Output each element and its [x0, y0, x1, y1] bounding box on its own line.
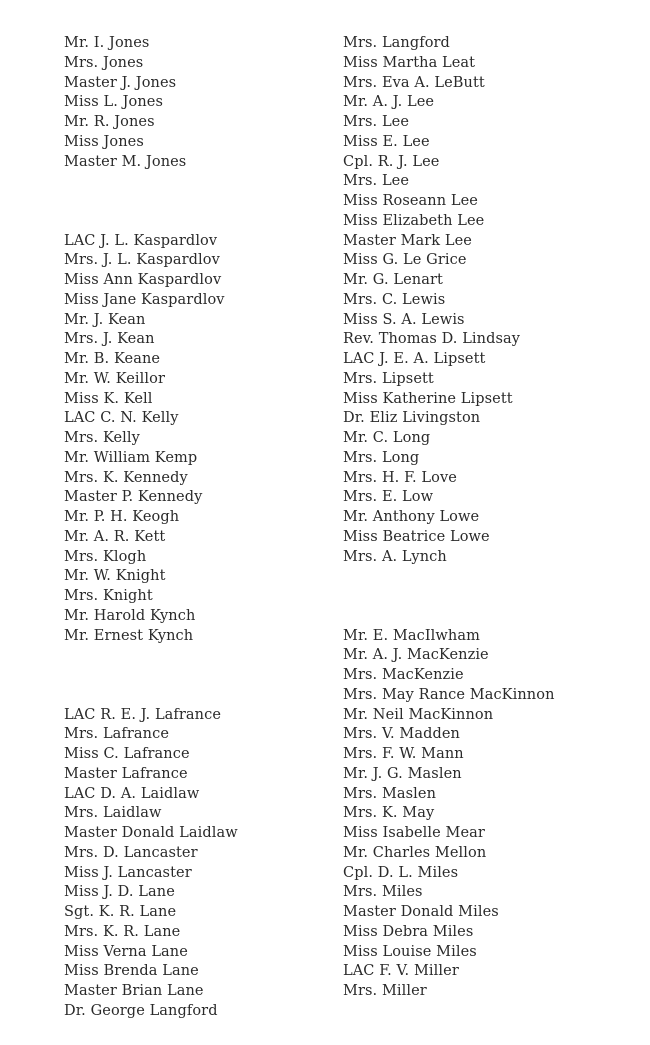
name-entry: Mrs. Kelly — [64, 430, 140, 446]
name-entry: Mrs. C. Lewis — [343, 291, 446, 308]
name-entry: Mr. G. Lenart — [343, 272, 443, 288]
name-entry: Miss Ann Kaspardlov — [64, 272, 222, 288]
name-entry: Mrs. K. Kennedy — [64, 469, 188, 486]
name-entry: Mrs. F. W. Mann — [343, 746, 464, 762]
name-entry: LAC J. L. Kaspardlov — [64, 232, 218, 249]
name-entry: Mrs. Lipsett — [343, 370, 434, 387]
name-entry: Mr. W. Keillor — [64, 370, 165, 387]
name-entry: Miss Beatrice Lowe — [343, 528, 490, 545]
name-entry: Miss K. Kell — [64, 390, 153, 407]
name-entry: LAC R. E. J. Lafrance — [64, 706, 222, 723]
name-entry: Mrs. MacKenzie — [343, 667, 464, 683]
group-spacer — [343, 607, 643, 627]
name-entry: Miss C. Lafrance — [64, 746, 190, 762]
name-entry: Miss Elizabeth Lee — [343, 212, 485, 229]
group-spacer — [64, 686, 334, 706]
name-entry: Mr. W. Knight — [64, 568, 166, 585]
name-entry: Miss E. Lee — [343, 133, 430, 150]
name-entry: Mr. A. J. MacKenzie — [343, 647, 489, 664]
name-entry: Mr. A. R. Kett — [64, 528, 166, 545]
name-entry: Rev. Thomas D. Lindsay — [343, 331, 521, 348]
name-entry: Miss S. A. Lewis — [343, 311, 465, 328]
name-entry: Mr. A. J. Lee — [343, 94, 435, 111]
name-entry: Miss Debra Miles — [343, 923, 474, 940]
name-entry: Miss J. D. Lane — [64, 884, 175, 901]
name-entry: Master Brian Lane — [64, 983, 204, 999]
name-entry: Miss G. Le Grice — [343, 252, 467, 269]
name-entry: Miss Louise Miles — [343, 943, 477, 960]
name-entry: Mrs. J. Kean — [64, 331, 155, 348]
group-spacer — [343, 567, 643, 587]
name-entry: Mr. I. Jones — [64, 35, 150, 51]
name-entry: LAC F. V. Miller — [343, 963, 459, 980]
name-entry: Miss Katherine Lipsett — [343, 390, 513, 407]
name-entry: Mr. R. Jones — [64, 114, 155, 130]
name-entry: Mrs. Maslen — [343, 785, 437, 802]
name-entry: Cpl. R. J. Lee — [343, 153, 440, 170]
name-entry: Miss Martha Leat — [343, 54, 476, 71]
name-entry: Mrs. Klogh — [64, 548, 147, 565]
name-entry: Master M. Jones — [64, 153, 187, 170]
name-entry: Mrs. Lafrance — [64, 726, 169, 743]
name-entry: Mrs. Lee — [343, 173, 410, 190]
name-entry: Mrs. Laidlaw — [64, 805, 162, 822]
group-spacer — [64, 666, 334, 686]
name-entry: Mrs. Miles — [343, 884, 423, 901]
name-entry: Master P. Kennedy — [64, 489, 203, 506]
name-entry: Master Lafrance — [64, 765, 188, 782]
name-entry: Mrs. Knight — [64, 588, 153, 604]
name-entry: Miss Brenda Lane — [64, 963, 199, 980]
name-entry: Dr. George Langford — [64, 1002, 218, 1019]
name-entry: Mr. P. H. Keogh — [64, 509, 180, 525]
name-entry: Mr. Ernest Kynch — [64, 627, 194, 644]
group-spacer — [64, 646, 334, 666]
name-entry: Mr. J. G. Maslen — [343, 765, 462, 782]
name-entry: Mrs. D. Lancaster — [64, 844, 198, 861]
name-entry: Mrs. Lee — [343, 114, 410, 130]
name-entry: Mrs. V. Madden — [343, 726, 460, 743]
name-entry: Mrs. Long — [343, 449, 420, 466]
name-entry: Mr. J. Kean — [64, 311, 146, 328]
name-entry: Master J. Jones — [64, 74, 177, 91]
name-entry: Mrs. Langford — [343, 35, 450, 51]
group-spacer — [64, 172, 334, 192]
name-entry: Mrs. H. F. Love — [343, 469, 457, 486]
name-entry: Master Donald Miles — [343, 904, 499, 920]
group-spacer — [64, 212, 334, 232]
name-entry: Sgt. K. R. Lane — [64, 904, 177, 920]
name-entry: Mr. William Kemp — [64, 449, 198, 466]
name-entry: Mr. B. Keane — [64, 351, 161, 367]
right-name-column — [343, 34, 643, 1002]
name-entry: Cpl. D. L. Miles — [343, 864, 459, 881]
name-entry: Mr. Harold Kynch — [64, 607, 196, 624]
group-spacer — [64, 192, 334, 212]
name-entry: Dr. Eliz Livingston — [343, 410, 481, 427]
group-spacer — [343, 587, 643, 607]
name-entry: Mrs. A. Lynch — [343, 548, 447, 565]
name-entry: Miss Roseann Lee — [343, 193, 478, 209]
name-entry: Miss Verna Lane — [64, 943, 188, 960]
name-entry: Miss Jane Kaspardlov — [64, 291, 225, 308]
name-entry: Mrs. May Rance MacKinnon — [343, 686, 555, 703]
name-entry: Mr. E. MacIlwham — [343, 627, 480, 644]
name-entry: Miss Jones — [64, 133, 144, 150]
name-entry: Mrs. K. R. Lane — [64, 923, 181, 940]
name-entry: LAC D. A. Laidlaw — [64, 785, 200, 802]
name-entry: Mr. Charles Mellon — [343, 844, 487, 861]
name-entry: Mrs. Eva A. LeButt — [343, 74, 485, 91]
name-entry: LAC C. N. Kelly — [64, 410, 179, 427]
name-entry: Miss J. Lancaster — [64, 864, 192, 881]
name-entry: Mrs. J. L. Kaspardlov — [64, 252, 220, 269]
name-entry: LAC J. E. A. Lipsett — [343, 351, 486, 367]
name-entry: Mrs. Miller — [343, 983, 427, 999]
name-entry: Master Donald Laidlaw — [64, 825, 238, 841]
name-entry: Mrs. Jones — [64, 54, 144, 71]
name-entry: Mrs. E. Low — [343, 489, 434, 506]
name-entry: Mr. Anthony Lowe — [343, 509, 480, 525]
name-entry: Miss L. Jones — [64, 94, 164, 111]
name-entry: Miss Isabelle Mear — [343, 825, 485, 841]
name-entry: Master Mark Lee — [343, 232, 472, 249]
name-entry: Mr. C. Long — [343, 430, 431, 446]
left-name-column — [64, 34, 334, 1022]
name-entry: Mrs. K. May — [343, 805, 435, 822]
name-entry: Mr. Neil MacKinnon — [343, 706, 494, 723]
